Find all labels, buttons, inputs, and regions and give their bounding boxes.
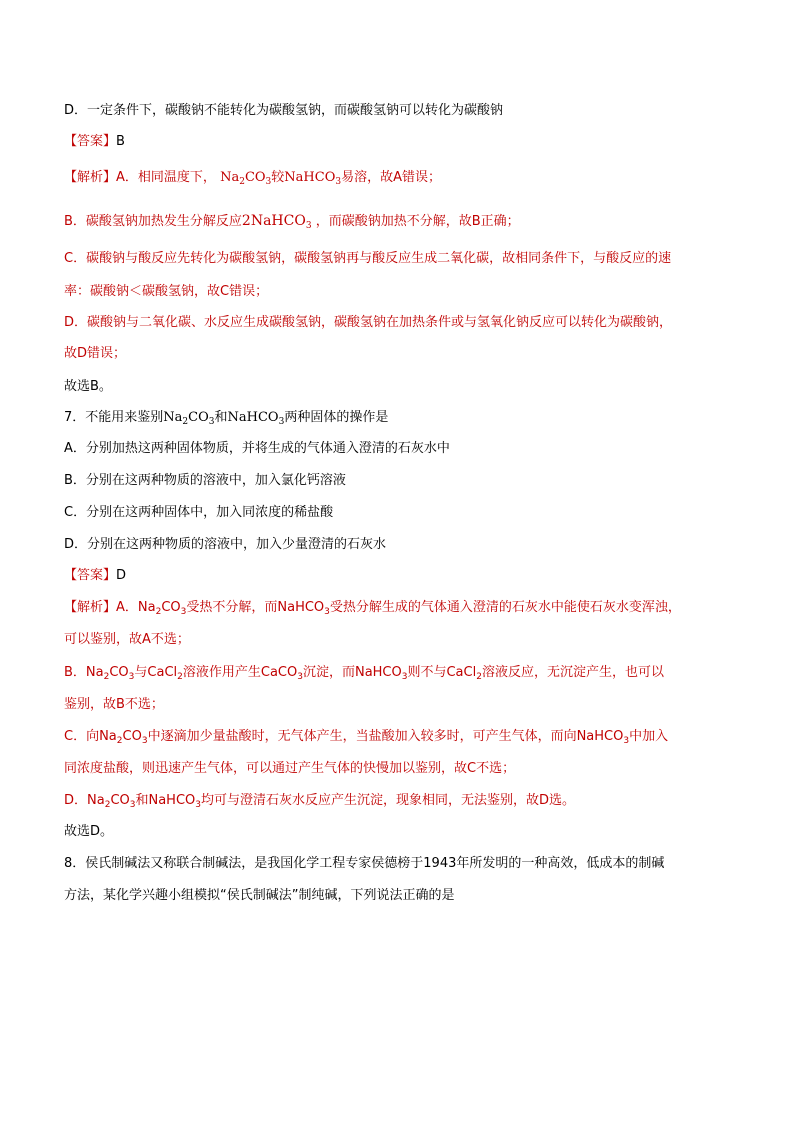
q6-analysis-d-2: 故D错误； xyxy=(64,346,127,361)
q8-stem-2: 方法，某化学兴趣小组模拟“侯氏制碱法”制纯碱，下列说法正确的是 xyxy=(64,888,455,903)
q7-analysis-c-1: C．向$Na_2CO_3$中逐滴加少量盐酸时，无气体产生，当盐酸加入较多时，可产生气体，而向NaHCO$_3$中加入 xyxy=(64,729,669,746)
q8-stem-1: 8．侯氏制碱法又称联合制碱法，是我国化学工程专家侯德榜于1943年所发明的一种高效，低成本的制碱 xyxy=(64,856,665,871)
analysis-label: 【解析】 xyxy=(64,600,117,615)
q7-option-d: D．分别在这两种物质的溶液中，加入少量澄清的石灰水 xyxy=(64,537,387,552)
q7-stem: 7．不能用来鉴别$Na_2CO_3$和NaHCO$_3$两种固体的操作是 xyxy=(64,410,389,427)
q6-analysis-c-1: C．碳酸钠与酸反应先转化为碳酸氢钠，碳酸氢钠再与酸反应生成二氧化碳，故相同条件下，与酸反应的速 xyxy=(64,251,672,266)
q6-option-d: D．一定条件下，碳酸钠不能转化为碳酸氢钠，而碳酸氢钠可以转化为碳酸钠 xyxy=(64,103,504,118)
formula: NaHCO$_3$ xyxy=(284,170,342,187)
q7-analysis-a-1: 【解析】A．$Na_2CO_3$受热不分解，而NaHCO$_3$受热分解生成的气体通入澄清的石灰水中能使石灰水变浑浊， xyxy=(64,600,681,617)
q6-analysis-c-2: 率：碳酸钠＜碳酸氢钠，故C错误； xyxy=(64,284,269,299)
q6-answer xyxy=(64,133,734,151)
answer-label: 【答案】 xyxy=(64,568,117,583)
q7-conclusion: 故选D。 xyxy=(64,824,114,839)
q7-option-a: A．分别加热这两种固体物质，并将生成的气体通入澄清的石灰水中 xyxy=(64,441,450,456)
q7-answer xyxy=(64,567,734,585)
analysis-label: 【解析】 xyxy=(64,170,117,185)
answer-value: D xyxy=(116,568,127,583)
q7-analysis-b-1: B．$Na_2CO_3$与CaCl$_2$溶液作用产生CaCO$_3$沉淀，而NaHCO$_3$则不与CaCl$_2$溶液反应，无沉淀产生，也可以 xyxy=(64,665,664,682)
answer-value: B xyxy=(116,134,125,149)
q7-analysis-c-2: 同浓度盐酸，则迅速产生气体，可以通过产生气体的快慢加以鉴别，故C不选； xyxy=(64,761,516,776)
q7-analysis-d-1: D．$Na_2CO_3$和NaHCO$_3$均可与澄清石灰水反应产生沉淀，现象相同，无法鉴别，故D选。 xyxy=(64,793,576,810)
q6-analysis-a: 【解析】A．相同温度下， $Na_2CO_3$较NaHCO$_3$易溶，故A错误； xyxy=(64,170,442,187)
q7-analysis-b-2: 鉴别，故B不选； xyxy=(64,697,164,712)
answer-label: 【答案】 xyxy=(64,134,117,149)
q6-conclusion: 故选B。 xyxy=(64,379,112,394)
q7-option-b: B．分别在这两种物质的溶液中，加入氯化钙溶液 xyxy=(64,473,346,488)
q7-option-c: C．分别在这两种固体中，加入同浓度的稀盐酸 xyxy=(64,505,334,520)
formula: $Na_2CO_3$ xyxy=(220,170,272,187)
formula: NaHCO$_3$ xyxy=(227,410,285,427)
formula: $Na_2CO_3$ xyxy=(163,410,215,427)
q6-analysis-d-1: D．碳酸钠与二氧化碳、水反应生成碳酸氢钠，碳酸氢钠在加热条件或与氢氧化钠反应可以转化为碳酸钠， xyxy=(64,315,673,330)
q6-analysis-b: B．碳酸氢钠加热发生分解反应2NaHCO$_3$ ，而碳酸钠加热不分解，故B正确； xyxy=(64,213,520,231)
analysis-text: A．相同温度下， xyxy=(116,170,216,185)
formula: 2NaHCO$_3$ xyxy=(241,213,312,231)
q7-analysis-a-2: 可以鉴别，故A不选； xyxy=(64,632,190,647)
